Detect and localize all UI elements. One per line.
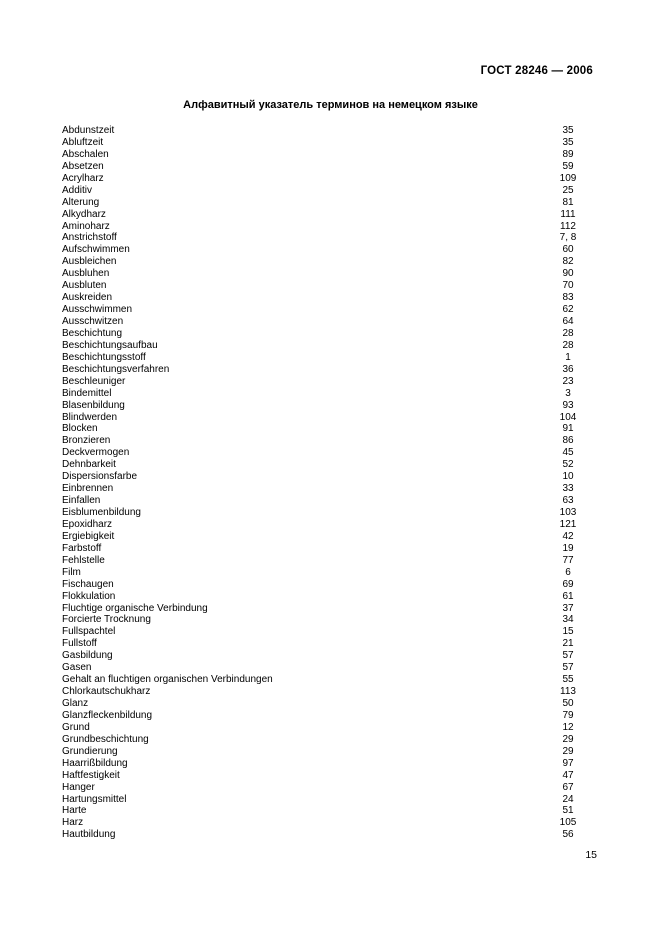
index-term: Ausschwimmen: [62, 304, 133, 316]
index-number: 35: [562, 136, 574, 148]
index-entry: [62, 698, 588, 710]
index-entry: [62, 256, 588, 268]
index-term: Fehlstelle: [62, 554, 105, 566]
index-number: 86: [562, 435, 574, 447]
index-entry: [62, 686, 588, 698]
index-term: Anstrichstoff: [62, 232, 117, 244]
page-title: Алфавитный указатель терминов на немецком языке: [183, 99, 478, 111]
index-number: 35: [562, 125, 574, 136]
index-entry: [62, 805, 588, 817]
index-entry: [62, 674, 588, 686]
index-number: 67: [562, 781, 574, 793]
index-entry: [62, 543, 588, 555]
index-number: 36: [562, 363, 574, 375]
index-number: 70: [562, 280, 574, 292]
index-term: Haftfestigkeit: [62, 769, 120, 781]
index-entry: [62, 149, 588, 161]
index-entry: [62, 328, 588, 340]
index-number: 111: [560, 208, 576, 220]
index-number: 10: [562, 471, 574, 483]
index-number: 82: [562, 256, 574, 268]
index-number: 93: [562, 399, 574, 411]
index-entry: [62, 304, 588, 316]
index-number: 19: [562, 542, 574, 554]
index-number: 12: [562, 721, 574, 733]
index-number: 60: [562, 244, 574, 256]
index-entry: [62, 555, 588, 567]
index-number: 29: [562, 733, 574, 745]
index-term: Beschichtung: [62, 327, 123, 339]
index-entry: [62, 483, 588, 495]
index-entry: [62, 471, 588, 483]
index-entry: [62, 280, 588, 292]
index-entry: [62, 567, 588, 579]
index-number: 50: [562, 698, 574, 709]
index-entry: [62, 316, 588, 328]
index-number: 91: [562, 423, 574, 435]
index-term: Gasen: [62, 662, 92, 674]
index-term: Ausbluten: [62, 280, 107, 292]
index-number: 47: [562, 769, 574, 781]
index-term: Acrylharz: [62, 172, 104, 184]
index-term: Grundierung: [62, 745, 118, 757]
index-entry: [62, 662, 588, 674]
index-entry: [62, 746, 588, 758]
index-term: Ausbluhen: [62, 268, 110, 280]
index-term: Fullspachtel: [62, 626, 116, 638]
index-term: Ausbleichen: [62, 256, 117, 268]
index-entry: [62, 412, 588, 424]
index-entry: [62, 459, 588, 471]
index-entry: [62, 185, 588, 197]
index-entry: [62, 829, 588, 841]
index-number: 1: [565, 351, 571, 363]
index-number: 64: [562, 316, 574, 327]
index-number: 3: [565, 387, 571, 399]
index-number: 103: [559, 507, 577, 518]
index-term: Blasenbildung: [62, 399, 125, 411]
index-entry: [62, 352, 588, 364]
index-number: 51: [562, 805, 574, 817]
index-entry: [62, 650, 588, 662]
index-entry: [62, 603, 588, 615]
index-number: 28: [562, 339, 574, 351]
index-number: 21: [562, 638, 574, 650]
index-number: 113: [560, 686, 576, 698]
index-number: 15: [562, 626, 574, 638]
index-number: 37: [562, 602, 574, 614]
index-term: Einfallen: [62, 495, 101, 507]
index-term: Abluftzeit: [62, 136, 104, 148]
index-entry: [62, 268, 588, 280]
index-term: Absetzen: [62, 160, 104, 172]
index-entry: [62, 710, 588, 722]
index-number: 61: [562, 590, 574, 602]
index-entry: [62, 244, 588, 256]
index-number: 29: [562, 745, 574, 757]
index-term: Gehalt an fluchtigen organischen Verbindungen: [62, 674, 273, 686]
index-term: Film: [62, 566, 81, 578]
index-number: 7, 8: [559, 232, 577, 244]
index-term: Flokkulation: [62, 590, 116, 602]
index-entry: [62, 794, 588, 806]
index-entry: [62, 614, 588, 626]
index-term: Dispersionsfarbe: [62, 471, 138, 483]
index-entry: [62, 722, 588, 734]
index-number: 109: [559, 172, 577, 184]
index-term: Fluchtige organische Verbindung: [62, 602, 208, 614]
index-entry: [62, 495, 588, 507]
index-entry: [62, 734, 588, 746]
index-number: 97: [562, 757, 574, 769]
index-term: Beschichtungsverfahren: [62, 363, 170, 375]
index-entry: [62, 758, 588, 770]
index-term: Dehnbarkeit: [62, 459, 116, 471]
index-entry: [62, 423, 588, 435]
index-number: 79: [562, 709, 574, 721]
index-list: [62, 125, 588, 841]
index-entry: [62, 161, 588, 173]
index-term: Blocken: [62, 423, 98, 435]
index-entry: [62, 125, 588, 137]
index-number: 59: [562, 160, 574, 172]
index-number: 83: [562, 292, 574, 304]
index-entry: [62, 173, 588, 185]
index-term: Beschichtungsaufbau: [62, 339, 158, 351]
index-number: 56: [562, 829, 574, 841]
index-entry: [62, 388, 588, 400]
index-entry: [62, 531, 588, 543]
index-entry: [62, 507, 588, 519]
index-entry: [62, 197, 588, 209]
index-number: 34: [562, 614, 574, 626]
index-term: Grundbeschichtung: [62, 733, 149, 745]
index-term: Bindemittel: [62, 387, 112, 399]
index-term: Alkydharz: [62, 208, 106, 220]
index-number: 112: [560, 220, 576, 232]
index-entry: [62, 817, 588, 829]
index-term: Epoxidharz: [62, 518, 113, 530]
index-term: Alterung: [62, 196, 100, 208]
index-entry: [62, 209, 588, 221]
index-entry: [62, 770, 588, 782]
index-number: 90: [562, 268, 574, 280]
index-number: 33: [562, 483, 574, 495]
index-term: Grund: [62, 721, 90, 733]
index-number: 57: [562, 650, 574, 662]
index-term: Eisblumenbildung: [62, 507, 141, 518]
index-entry: [62, 591, 588, 603]
index-number: 28: [562, 327, 574, 339]
index-entry: [62, 364, 588, 376]
index-number: 105: [559, 817, 577, 829]
index-entry: [62, 400, 588, 412]
index-term: Abschalen: [62, 148, 109, 160]
index-entry: [62, 638, 588, 650]
index-term: Harte: [62, 805, 87, 817]
index-term: Harz: [62, 817, 84, 829]
index-entry: [62, 435, 588, 447]
index-number: 57: [562, 662, 574, 674]
index-term: Blindwerden: [62, 411, 118, 423]
index-entry: [62, 519, 588, 531]
index-term: Bronzieren: [62, 435, 111, 447]
index-entry: [62, 579, 588, 591]
index-term: Glanz: [62, 698, 89, 709]
index-entry: [62, 626, 588, 638]
index-number: 121: [559, 518, 577, 530]
index-term: Auskreiden: [62, 292, 113, 304]
index-number: 52: [562, 459, 574, 471]
index-number: 62: [562, 304, 574, 316]
index-entry: [62, 447, 588, 459]
index-entry: [62, 782, 588, 794]
index-number: 42: [562, 530, 574, 542]
index-entry: [62, 376, 588, 388]
index-number: 6: [565, 566, 571, 578]
index-term: Deckvermogen: [62, 447, 130, 459]
index-number: 25: [562, 184, 574, 196]
index-term: Hanger: [62, 781, 95, 793]
document-header: ГОСТ 28246 — 2006: [480, 65, 593, 77]
index-term: Haarrißbildung: [62, 757, 128, 769]
index-term: Chlorkautschukharz: [62, 686, 151, 698]
index-term: Glanzfleckenbildung: [62, 709, 153, 721]
index-number: 104: [559, 411, 577, 423]
index-number: 63: [562, 495, 574, 507]
index-number: 81: [562, 196, 574, 208]
page-number: 15: [585, 849, 597, 861]
index-term: Additiv: [62, 184, 93, 196]
index-term: Aufschwimmen: [62, 244, 130, 256]
index-term: Fischaugen: [62, 578, 114, 590]
index-entry: [62, 340, 588, 352]
index-term: Einbrennen: [62, 483, 114, 495]
index-term: Ausschwitzen: [62, 316, 124, 327]
index-term: Abdunstzeit: [62, 125, 115, 136]
index-number: 23: [562, 375, 574, 387]
index-term: Gasbildung: [62, 650, 113, 662]
index-entry: [62, 232, 588, 244]
index-term: Beschleuniger: [62, 375, 126, 387]
index-number: 55: [562, 674, 574, 686]
index-number: 24: [562, 793, 574, 805]
index-number: 45: [562, 447, 574, 459]
index-number: 77: [562, 554, 574, 566]
index-number: 69: [562, 578, 574, 590]
index-number: 89: [562, 148, 574, 160]
index-term: Beschichtungsstoff: [62, 351, 146, 363]
index-term: Farbstoff: [62, 542, 102, 554]
index-term: Hautbildung: [62, 829, 116, 841]
index-term: Aminoharz: [62, 220, 110, 232]
index-entry: [62, 137, 588, 149]
index-term: Hartungsmittel: [62, 793, 127, 805]
index-term: Ergiebigkeit: [62, 530, 115, 542]
index-term: Fullstoff: [62, 638, 97, 650]
index-term: Forcierte Trocknung: [62, 614, 151, 626]
index-entry: [62, 292, 588, 304]
index-entry: [62, 221, 588, 233]
